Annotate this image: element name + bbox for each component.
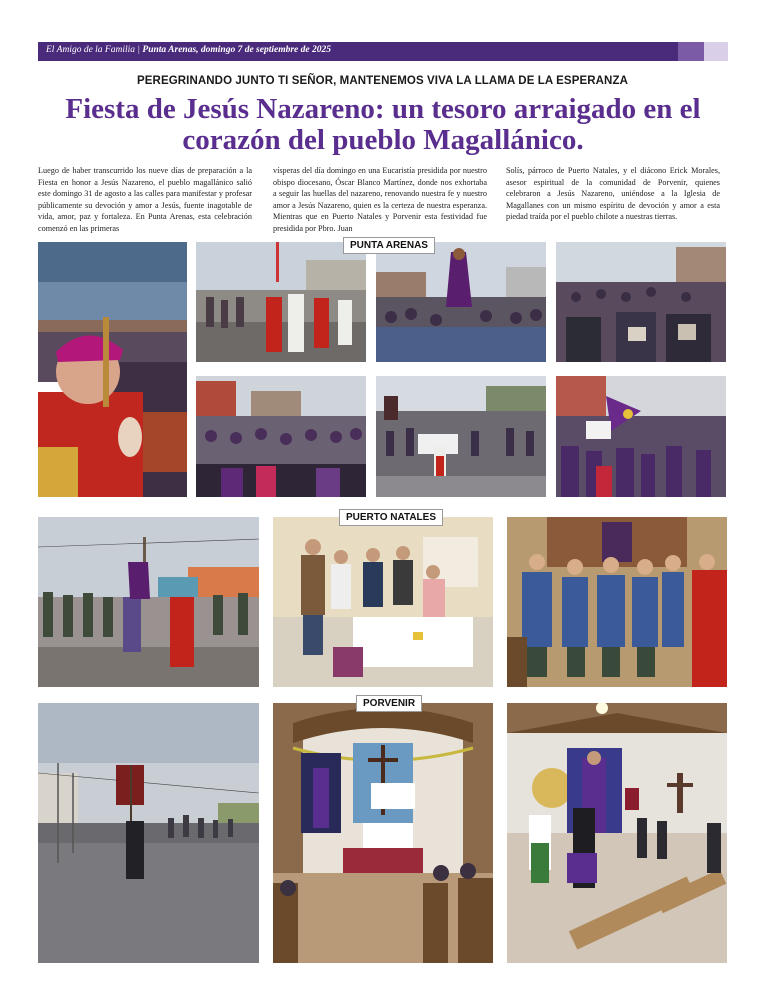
body-column-3: Solís, párroco de Puerto Natales, y el diácono Erick Morales, asesor espiritual de la comunidad de Porvenir, quienes celebraron a Jesús Nazareno, uniéndose a la Iglesia de Magallanes con un mismo espíritu de devoción y amor a esta piedad traída por el pueblo chilote a nuestras tierras. [506, 166, 720, 222]
section-label-punta-arenas: PUNTA ARENAS [343, 237, 435, 254]
photo-natales-procession [38, 517, 259, 687]
photo-crowd-street [196, 376, 366, 497]
header-dateline [46, 45, 331, 55]
photo-porvenir-street [38, 703, 259, 963]
header-accent-swatch [678, 42, 704, 61]
section-label-porvenir: PORVENIR [356, 695, 422, 712]
body-column-1: Luego de haber transcurrido los nueve días de preparación a la Fiesta en honor a Jesús Nazareno, el pueblo magallánico salió este domingo 31 de agosto a las calles para manifestar y profesar públicamente su devoción y amor a Jesús, fuente inagotable de vida, amor, paz y fortaleza. En Punta Arenas, esta celebración comenzó en las primeras [38, 166, 252, 233]
photo-musicians-accordions [556, 242, 726, 362]
article-title: Fiesta de Jesús Nazareno: un tesoro arraigado en el corazón del pueblo Magallánico. [65, 93, 701, 156]
photo-procession-statue [376, 242, 546, 362]
date-line: Punta Arenas, domingo 7 de septiembre de 2025 [142, 45, 331, 55]
publication-name: El Amigo de la Familia [46, 45, 136, 55]
photo-natales-uniformed-group [507, 517, 727, 687]
photo-priests-street [196, 242, 366, 362]
section-label-puerto-natales: PUERTO NATALES [339, 509, 443, 526]
photo-bishop-balcony [38, 242, 187, 497]
photo-natales-group-table [273, 517, 493, 687]
header-accent-swatch-light [704, 42, 728, 61]
body-column-2: vísperas del día domingo en una Eucaristía presidida por nuestro obispo diocesano, Óscar Blanco Martínez, donde nos exhortaba a seguir las huellas del nazareno, renovando nuestra fe y nuestro amor a Jesús Nazareno, quien es la certeza de nuestra esperanza. Mientras que en Puerto Natales y Porvenir esta festividad fue presidida por Pbro. Juan [273, 166, 487, 233]
photo-procession-banner [376, 376, 546, 497]
article-kicker: PEREGRINANDO JUNTO TI SEÑOR, MANTENEMOS VIVA LA LLAMA DE LA ESPERANZA [137, 75, 628, 87]
photo-porvenir-church-interior [507, 703, 727, 963]
photo-porvenir-church-altar [273, 703, 493, 963]
photo-purple-flags [556, 376, 726, 497]
separator: | [135, 45, 143, 55]
